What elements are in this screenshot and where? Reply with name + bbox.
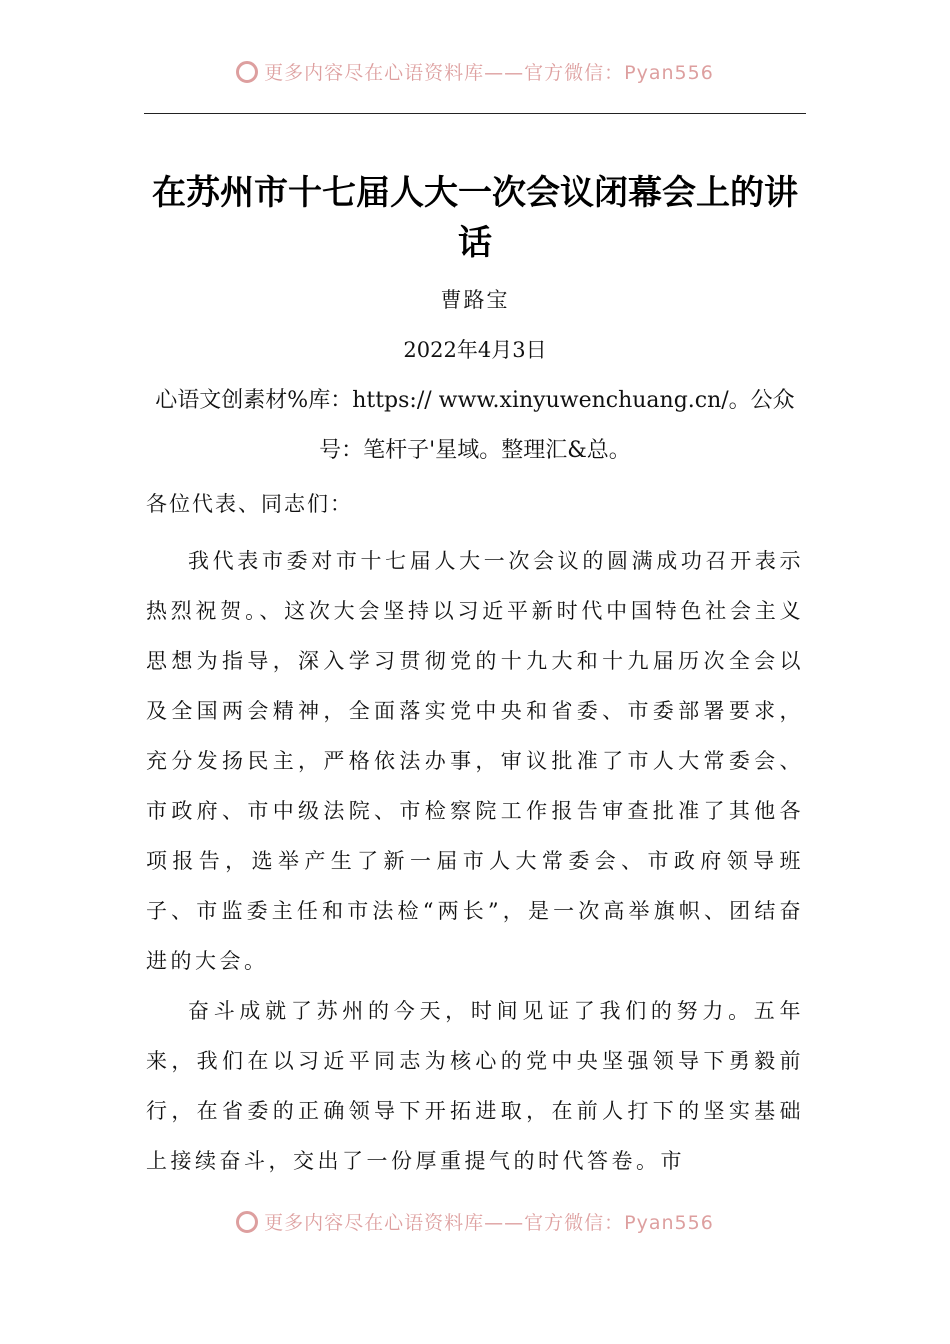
document-author: 曹路宝 (440, 288, 510, 312)
document-title: 在苏州市十七届人大一次会议闭幕会上的讲话 (152, 173, 798, 263)
watermark-header (0, 58, 950, 85)
watermark-text: 更多内容尽在心语资料库——官方微信：Pyan556 (264, 62, 714, 84)
document-source: 心语文创素材%库：https:// www.xinyuwenchuang.cn/。公众号：笔杆子'星域。整理汇&总。 (155, 388, 795, 463)
watermark-logo-icon (236, 61, 258, 83)
paragraph: 奋斗成就了苏州的今天，时间见证了我们的努力。五年来，我们在以习近平同志为核心的党中央坚强领导下勇毅前行，在省委的正确领导下开拓进取，在前人打下的坚实基础上接续奋斗，交出了一份厚重提气的时代答卷。市 (146, 999, 804, 1173)
header-divider (144, 113, 806, 114)
watermark-logo-icon (236, 1211, 258, 1233)
document-date: 2022年4月3日 (403, 338, 547, 362)
watermark-footer (0, 1208, 950, 1235)
paragraph: 我代表市委对市十七届人大一次会议的圆满成功召开表示热烈祝贺。、这次大会坚持以习近平新时代中国特色社会主义思想为指导，深入学习贯彻党的十九大和十九届历次全会以及全国两会精神，全面落实党中央和省委、市委部署要求，充分发扬民主，严格依法办事，审议批准了市人大常委会、市政府、市中级法院、市检察院工作报告审查批准了其他各项报告，选举产生了新一届市人大常委会、市政府领导班子、市监委主任和市法检“两长”，是一次高举旗帜、团结奋进的大会。 (146, 549, 804, 973)
watermark-text: 更多内容尽在心语资料库——官方微信：Pyan556 (264, 1212, 714, 1234)
document-body (146, 168, 804, 1186)
document-salutation: 各位代表、同志们： (146, 492, 353, 516)
